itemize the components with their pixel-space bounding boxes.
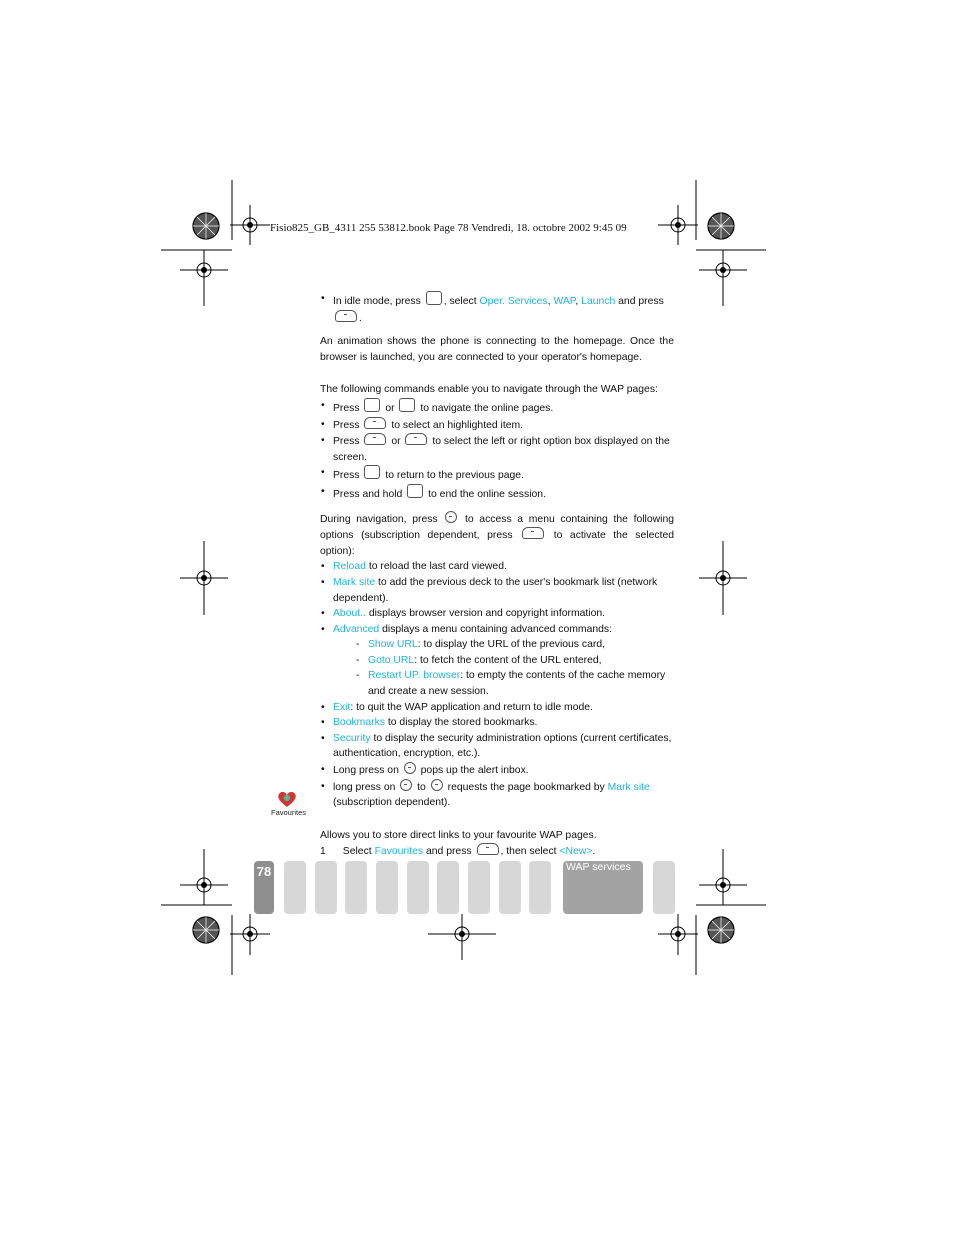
thumb-tab [345, 861, 367, 914]
launch-bullet: • In idle mode, press , select Oper. Services, WAP, Launch and press . [320, 291, 674, 326]
launch-paragraph: An animation shows the phone is connecting to the homepage. Once the browser is launched, you are connected to your operator's homepage. [320, 336, 674, 363]
thumb-tab [407, 861, 429, 914]
thumb-tab [376, 861, 398, 914]
menu-item-about: • About.. displays browser version and copyright information. [320, 606, 674, 622]
zero-key-icon [404, 762, 416, 774]
navigation-intro: The following commands enable you to navigate through the WAP pages: [320, 384, 658, 396]
menu-item-exit: • Exit: to quit the WAP application and return to idle mode. [320, 700, 674, 716]
ok-key-icon [335, 310, 357, 322]
nine-key-icon [431, 779, 443, 791]
menu-intro: During navigation, press to access a menu containing the following options (subscription dependent, press to activate the selected option): [320, 511, 674, 560]
link-launch: Launch [581, 296, 616, 307]
link-wap: WAP [553, 296, 576, 307]
left-softkey-icon [364, 433, 386, 445]
print-header: Fisio825_GB_4311 255 53812.book Page 78 Vendredi, 18. octobre 2002 9:45 09 [270, 222, 627, 234]
ok-key-icon [364, 417, 386, 429]
wap-key-icon [426, 291, 442, 305]
ok-key-icon [522, 527, 544, 539]
favourites-paragraph: Allows you to store direct links to your favourite WAP pages. [320, 829, 597, 841]
thumb-tab [499, 861, 521, 914]
page-content [320, 291, 674, 860]
one-key-icon [400, 779, 412, 791]
menu-item-mark-site: • Mark site to add the previous deck to the user's bookmark list (network dependent). [320, 575, 674, 606]
menu-item-reload: • Reload to reload the last card viewed. [320, 559, 674, 575]
advanced-item-goto-url: - Goto URL: to fetch the content of the URL entered, [320, 653, 674, 669]
clear-key-icon [407, 484, 423, 498]
favourites-step-1: 1 Select Favourites and press , then select <New>. [320, 843, 674, 860]
up-key-icon [364, 398, 380, 412]
thumb-tab [437, 861, 459, 914]
advanced-item-show-url: - Show URL: to display the URL of the previous card, [320, 637, 674, 653]
link-oper-services: Oper. Services [479, 296, 548, 307]
right-softkey-icon [405, 433, 427, 445]
menu-item-security: • Security to display the security administration options (current certificates, authentication, encryption, etc.). [320, 731, 674, 762]
section-tab: WAP services [563, 861, 643, 914]
nav-bullet-4: • Press to return to the previous page. [320, 465, 674, 484]
favourites-heart-icon [277, 790, 297, 808]
nav-bullet-1: • Press or to navigate the online pages. [320, 398, 674, 417]
thumb-tab [653, 861, 675, 914]
long-press-alert: • Long press on pops up the alert inbox. [320, 762, 674, 779]
menu-key-icon [445, 511, 457, 523]
thumb-tab [468, 861, 490, 914]
page-number: 78 [254, 861, 274, 914]
nav-bullet-3: • Press or to select the left or right option box displayed on the screen. [320, 433, 674, 465]
clear-key-icon [364, 465, 380, 479]
thumb-tab [315, 861, 337, 914]
down-key-icon [399, 398, 415, 412]
thumb-tab [529, 861, 551, 914]
long-press-bookmark: • long press on to requests the page bookmarked by Mark site (subscription dependent). [320, 779, 674, 811]
favourites-icon-label: Favourites [271, 808, 307, 817]
advanced-item-restart: - Restart UP. browser: to empty the contents of the cache memory and create a new session. [320, 668, 674, 699]
menu-item-advanced: • Advanced displays a menu containing advanced commands: [320, 622, 674, 638]
menu-item-bookmarks: • Bookmarks to display the stored bookmarks. [320, 715, 674, 731]
nav-bullet-2: • Press to select an highlighted item. [320, 417, 674, 434]
nav-bullet-5: • Press and hold to end the online session. [320, 484, 674, 503]
ok-key-icon [477, 843, 499, 855]
thumb-tab [284, 861, 306, 914]
